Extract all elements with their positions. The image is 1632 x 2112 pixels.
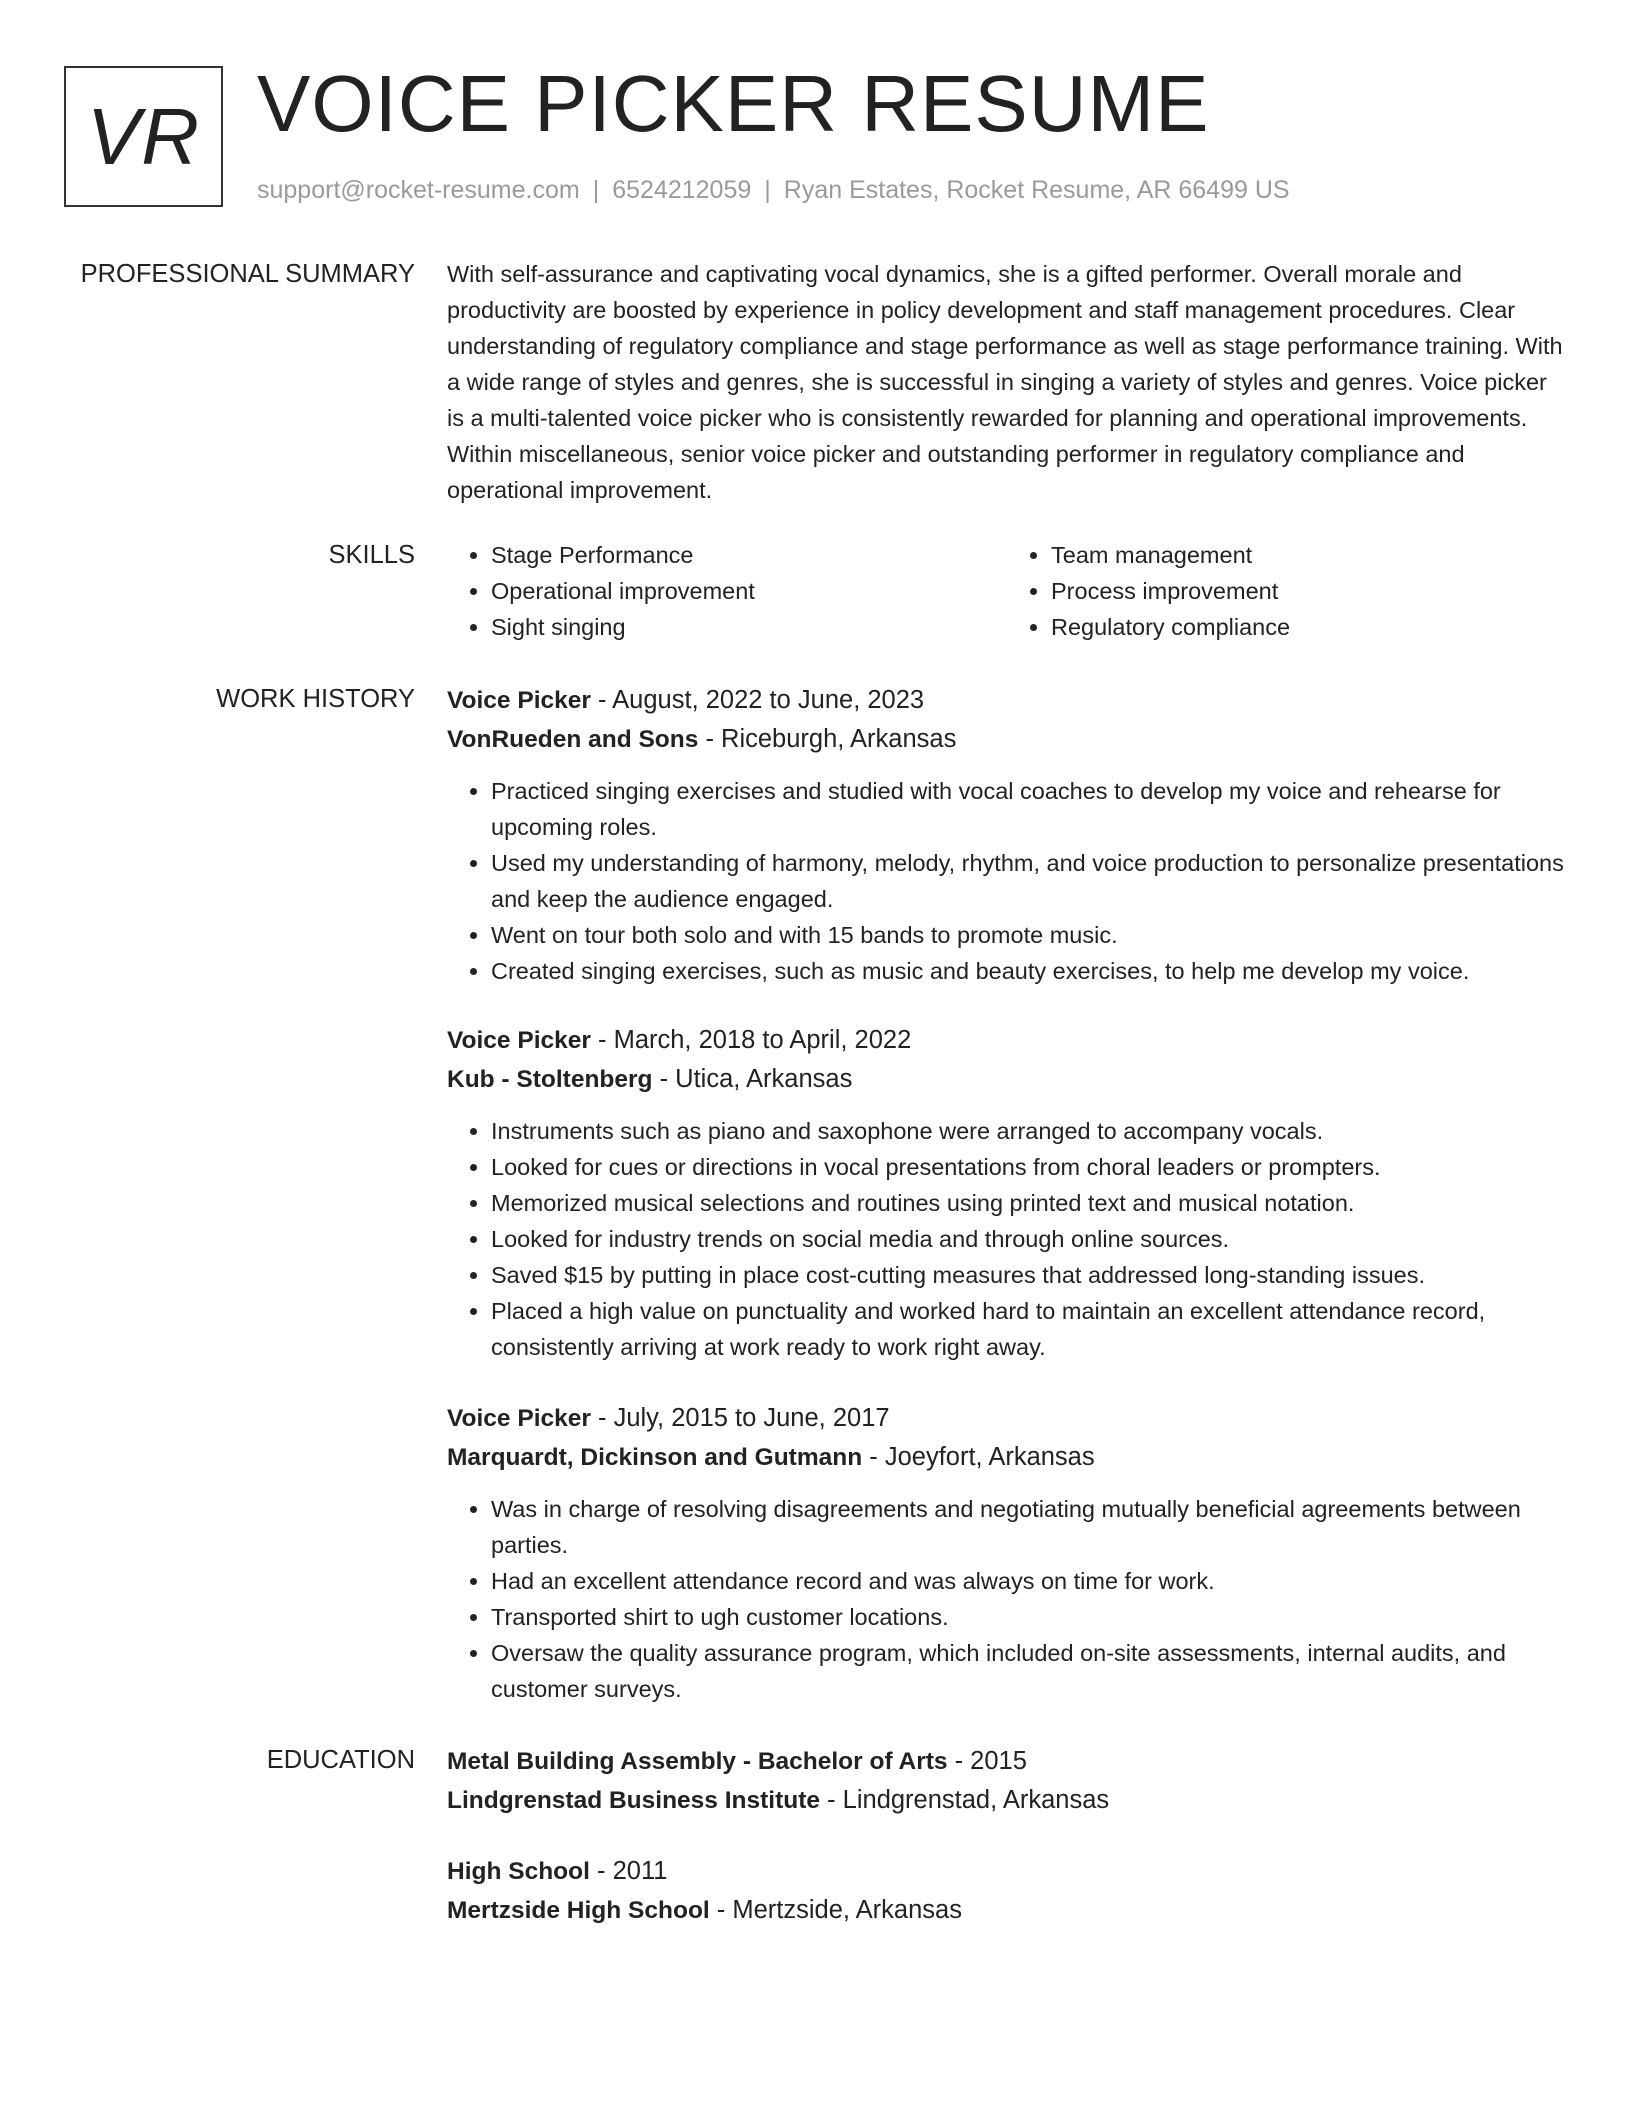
job-entry bbox=[447, 1399, 1567, 1707]
skills-section-label: SKILLS bbox=[328, 541, 415, 569]
summary-section-label: PROFESSIONAL SUMMARY bbox=[80, 260, 415, 288]
summary-text: With self-assurance and captivating vocal dynamics, she is a gifted performer. Overall morale and productivity are boosted by experience in policy development and staff management procedures. Clear understanding of regulatory compliance and stage performance as well as stage performance training. With a wide range of styles and genres, she is successful in singing a variety of styles and genres. Voice picker is a multi-talented voice picker who is consistently rewarded for planning and operational improvements. Within miscellaneous, senior voice picker and outstanding performer in regulatory compliance and operational improvement. bbox=[447, 261, 1563, 503]
contact-line bbox=[257, 172, 1290, 208]
skills-list-left bbox=[447, 537, 1007, 645]
job-dates: - July, 2015 to June, 2017 bbox=[590, 1404, 890, 1432]
education-entry bbox=[447, 1852, 1567, 1930]
education-location: - Lindgrenstad, Arkansas bbox=[820, 1786, 1110, 1814]
education-school-line bbox=[447, 1891, 1567, 1930]
job-bullet: • Went on tour both solo and with 15 bands to promote music. bbox=[491, 917, 1567, 953]
education-degree-line bbox=[447, 1742, 1567, 1781]
job-title: Voice Picker bbox=[447, 1027, 591, 1054]
job-bullet: • Had an excellent attendance record and was always on time for work. bbox=[491, 1563, 1567, 1599]
job-company: Marquardt, Dickinson and Gutmann bbox=[447, 1444, 863, 1471]
job-dates: - August, 2022 to June, 2023 bbox=[590, 686, 925, 714]
job-company-line bbox=[447, 1438, 1567, 1477]
contact-phone[interactable]: 6524212059 bbox=[612, 176, 752, 204]
job-company: Kub - Stoltenberg bbox=[447, 1066, 653, 1093]
contact-separator: | bbox=[592, 176, 600, 204]
skill-item: • Process improvement bbox=[1051, 573, 1567, 609]
contact-address: Ryan Estates, Rocket Resume, AR 66499 US bbox=[783, 176, 1290, 204]
job-company-line bbox=[447, 1060, 1567, 1099]
skill-item: • Stage Performance bbox=[491, 537, 1007, 573]
job-bullet: • Looked for cues or directions in vocal presentations from choral leaders or prompters. bbox=[491, 1149, 1567, 1185]
summary-section bbox=[447, 256, 1567, 508]
job-bullet: • Oversaw the quality assurance program, which included on-site assessments, internal audits, and customer surveys. bbox=[491, 1635, 1567, 1707]
job-bullet: • Transported shirt to ugh customer locations. bbox=[491, 1599, 1567, 1635]
job-title-line bbox=[447, 1021, 1567, 1060]
contact-email[interactable]: support@rocket-resume.com bbox=[257, 176, 580, 204]
contact-separator: | bbox=[764, 176, 771, 204]
skill-item: • Team management bbox=[1051, 537, 1567, 573]
job-dates: - March, 2018 to April, 2022 bbox=[590, 1026, 912, 1054]
job-title: Voice Picker bbox=[447, 687, 591, 714]
education-degree: Metal Building Assembly - Bachelor of Arts bbox=[447, 1748, 948, 1775]
job-bullet: • Placed a high value on punctuality and worked hard to maintain an excellent attendance record, consistently arriving at work ready to work right away. bbox=[491, 1293, 1567, 1365]
job-company-line bbox=[447, 720, 1567, 759]
job-bullet: • Was in charge of resolving disagreements and negotiating mutually beneficial agreements between parties. bbox=[491, 1491, 1567, 1563]
education-school-line bbox=[447, 1781, 1567, 1820]
education-school: Lindgrenstad Business Institute bbox=[447, 1787, 820, 1814]
skills-list-right bbox=[1007, 537, 1567, 645]
job-title-line bbox=[447, 681, 1567, 720]
skill-item: • Regulatory compliance bbox=[1051, 609, 1567, 645]
monogram-logo: VR bbox=[64, 66, 223, 207]
resume-title: VOICE PICKER RESUME bbox=[257, 59, 1210, 148]
job-location: - Riceburgh, Arkansas bbox=[698, 725, 957, 753]
job-location: - Utica, Arkansas bbox=[652, 1065, 853, 1093]
job-location: - Joeyfort, Arkansas bbox=[862, 1443, 1095, 1471]
job-bullet-list bbox=[447, 1491, 1567, 1707]
education-degree-line bbox=[447, 1852, 1567, 1891]
skill-item: • Operational improvement bbox=[491, 573, 1007, 609]
job-bullet: • Instruments such as piano and saxophone were arranged to accompany vocals. bbox=[491, 1113, 1567, 1149]
education-location: - Mertzside, Arkansas bbox=[709, 1896, 962, 1924]
job-bullet: • Memorized musical selections and routines using printed text and musical notation. bbox=[491, 1185, 1567, 1221]
skill-item: • Sight singing bbox=[491, 609, 1007, 645]
education-degree: High School bbox=[447, 1858, 590, 1885]
job-bullet: • Saved $15 by putting in place cost-cutting measures that addressed long-standing issues. bbox=[491, 1257, 1567, 1293]
job-title: Voice Picker bbox=[447, 1405, 591, 1432]
job-entry bbox=[447, 681, 1567, 989]
work-history-section-label: WORK HISTORY bbox=[216, 685, 415, 713]
education-entry bbox=[447, 1742, 1567, 1820]
job-bullet: • Created singing exercises, such as music and beauty exercises, to help me develop my voice. bbox=[491, 953, 1567, 989]
job-title-line bbox=[447, 1399, 1567, 1438]
skills-section bbox=[447, 537, 1567, 645]
job-bullet: • Practiced singing exercises and studied with vocal coaches to develop my voice and rehearse for upcoming roles. bbox=[491, 773, 1567, 845]
job-bullet: • Looked for industry trends on social media and through online sources. bbox=[491, 1221, 1567, 1257]
job-bullet-list bbox=[447, 773, 1567, 989]
job-company: VonRueden and Sons bbox=[447, 726, 699, 753]
education-school: Mertzside High School bbox=[447, 1897, 710, 1924]
education-year: - 2015 bbox=[947, 1747, 1027, 1775]
job-bullet-list bbox=[447, 1113, 1567, 1365]
education-section-label: EDUCATION bbox=[266, 1746, 415, 1774]
education-year: - 2011 bbox=[589, 1857, 668, 1885]
job-bullet: • Used my understanding of harmony, melody, rhythm, and voice production to personalize presentations and keep the audience engaged. bbox=[491, 845, 1567, 917]
job-entry bbox=[447, 1021, 1567, 1365]
